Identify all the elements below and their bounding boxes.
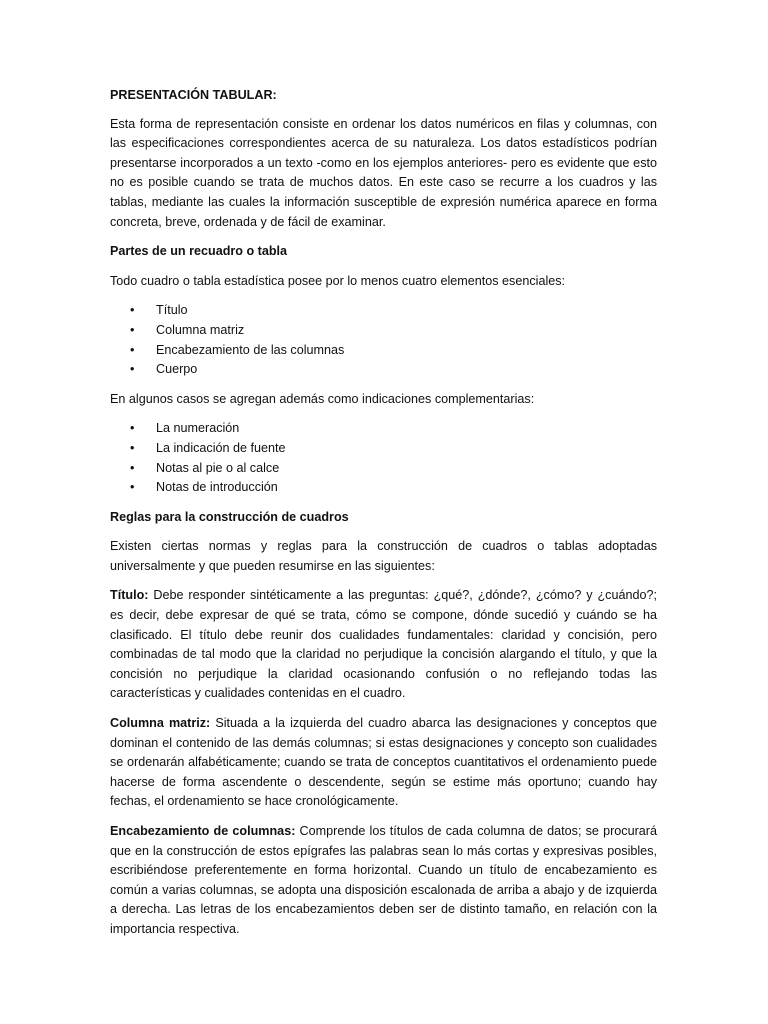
rules-heading: Reglas para la construcción de cuadros [110,509,349,524]
bullet-icon: • [130,460,135,475]
list-item: • Columna matriz [110,321,657,341]
encabezamiento-paragraph [110,822,657,940]
parts-heading: Partes de un recuadro o tabla [110,244,288,259]
bullet-icon: • [130,440,135,455]
list-item: • Notas al pie o al calce [110,459,657,479]
list-item: • La numeración [110,419,657,439]
bullet-icon: • [130,342,135,357]
extras-list [110,419,657,497]
parts-list [110,301,657,379]
page-title: PRESENTACIÓN TABULAR: [110,88,277,102]
titulo-paragraph [110,586,657,704]
bullet-icon: • [130,480,135,495]
list-item: • Cuerpo [110,360,657,380]
bullet-icon: • [130,362,135,377]
list-item: • Notas de introducción [110,478,657,498]
encabezamiento-text: Comprende los títulos de cada columna de datos; se procurará que en la construcción de estos epígrafes las palabras sean lo más cortas y expresivas posibles, escribiéndose preferentemente en forma horizontal. Cuando un título de encabezamiento es común a varias columnas, se adopta una disposición escalonada de arriba a abajo y de izquierda a derecha. Las letras de los encabezamientos deben ser de distinto tamaño, en relación con la importancia respectiva. [110,824,657,936]
list-item: • La indicación de fuente [110,439,657,459]
intro-paragraph: Esta forma de representación consiste en ordenar los datos numéricos en filas y columnas, con las especificaciones correspondientes acerca de su naturaleza. Los datos estadísticos podrían presentarse incorporados a un texto -como en los ejemplos anteriores- pero es evidente que esto no es posible cuando se trata de muchos datos. En este caso se recurre a los cuadros y las tablas, mediante las cuales la información susceptible de expresión numérica aparece en forma concreta, breve, ordenada y de fácil de examinar. [110,116,657,229]
list-item: • Título [110,301,657,321]
titulo-lead: Título: [110,588,149,603]
bullet-icon: • [130,421,135,436]
parts-intro: Todo cuadro o tabla estadística posee por lo menos cuatro elementos esenciales: [110,273,566,288]
columna-text: Situada a la izquierda del cuadro abarca las designaciones y conceptos que dominan el contenido de las demás columnas; si estas designaciones y concepto son cualidades se ordenarán alfabéticamente; cuando se trata de conceptos cuantitativos el ordenamiento puede hacerse de forma ascendente o descendente, según se estime más oportuno; cuando hay fechas, el ordenamiento se hace cronológicamente. [110,716,657,809]
extras-intro: En algunos casos se agregan además como indicaciones complementarias: [110,391,535,406]
titulo-text: Debe responder sintéticamente a las preguntas: ¿qué?, ¿dónde?, ¿cómo? y ¿cuándo?; es decir, debe expresar de qué se trata, cómo se compone, dónde sucedió y cuándo se ha clasificado. El título debe reunir dos cualidades fundamentales: claridad y concisión, pero combinadas de tal modo que la claridad no perjudique la concisión alargando el título, y que la concisión no perjudique la claridad ocasionando confusión o no reflejando todas las características y cualidades contenidas en el cuadro. [110,588,657,701]
rules-intro: Existen ciertas normas y reglas para la construcción de cuadros o tablas adoptadas universalmente y que pueden resumirse en las siguientes: [110,539,657,573]
encabezamiento-lead: Encabezamiento de columnas: [110,824,296,838]
bullet-icon: • [130,322,135,337]
columna-lead: Columna matriz: [110,716,211,731]
list-item: • Encabezamiento de las columnas [110,341,657,361]
bullet-icon: • [130,303,135,318]
columna-paragraph [110,714,657,812]
